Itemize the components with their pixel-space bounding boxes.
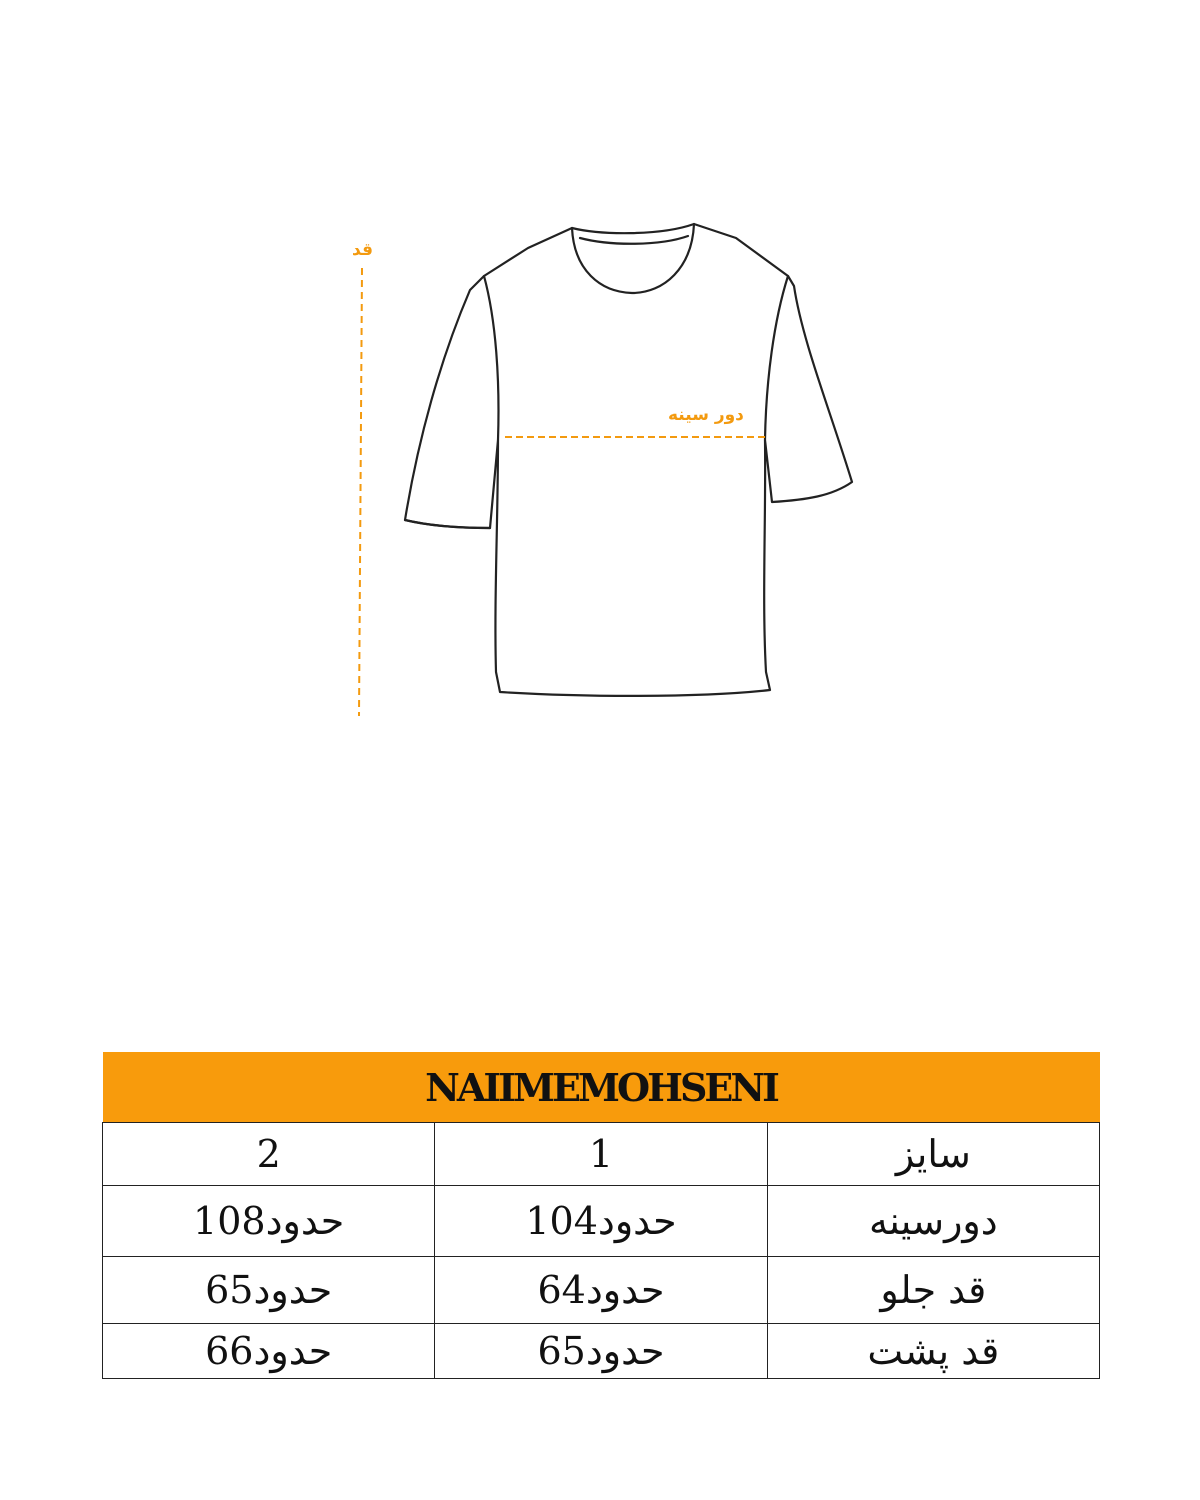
left-sleeve-seam (484, 276, 498, 440)
size-1-cell: 1 (435, 1123, 767, 1186)
table-row (103, 1186, 1100, 1257)
collar-outer (572, 224, 694, 293)
row-label: قد جلو (767, 1257, 1099, 1324)
size-2-cell: حدود66 (103, 1324, 435, 1379)
tshirt-body-outline (405, 224, 852, 696)
table-row (103, 1324, 1100, 1379)
size-1-cell: حدود64 (435, 1257, 767, 1324)
collar-inner (580, 236, 688, 244)
length-label: قد (352, 240, 373, 260)
chest-label: دور سینه (668, 405, 744, 425)
length-dimension-line (359, 268, 362, 716)
row-label: دورسینه (767, 1186, 1099, 1257)
size-2-cell: حدود108 (103, 1186, 435, 1257)
size-2-cell: 2 (103, 1123, 435, 1186)
row-label: قد پشت (767, 1324, 1099, 1379)
left-sleeve-hem (405, 520, 490, 528)
brand-header: NAIIMEMOHSENI (103, 1052, 1100, 1123)
size-1-cell: حدود65 (435, 1324, 767, 1379)
size-2-cell: حدود65 (103, 1257, 435, 1324)
row-label: سایز (767, 1123, 1099, 1186)
table-row (103, 1123, 1100, 1186)
size-1-cell: حدود104 (435, 1186, 767, 1257)
right-sleeve-seam (765, 276, 788, 440)
table-row (103, 1257, 1100, 1324)
size-table (102, 1052, 1100, 1379)
